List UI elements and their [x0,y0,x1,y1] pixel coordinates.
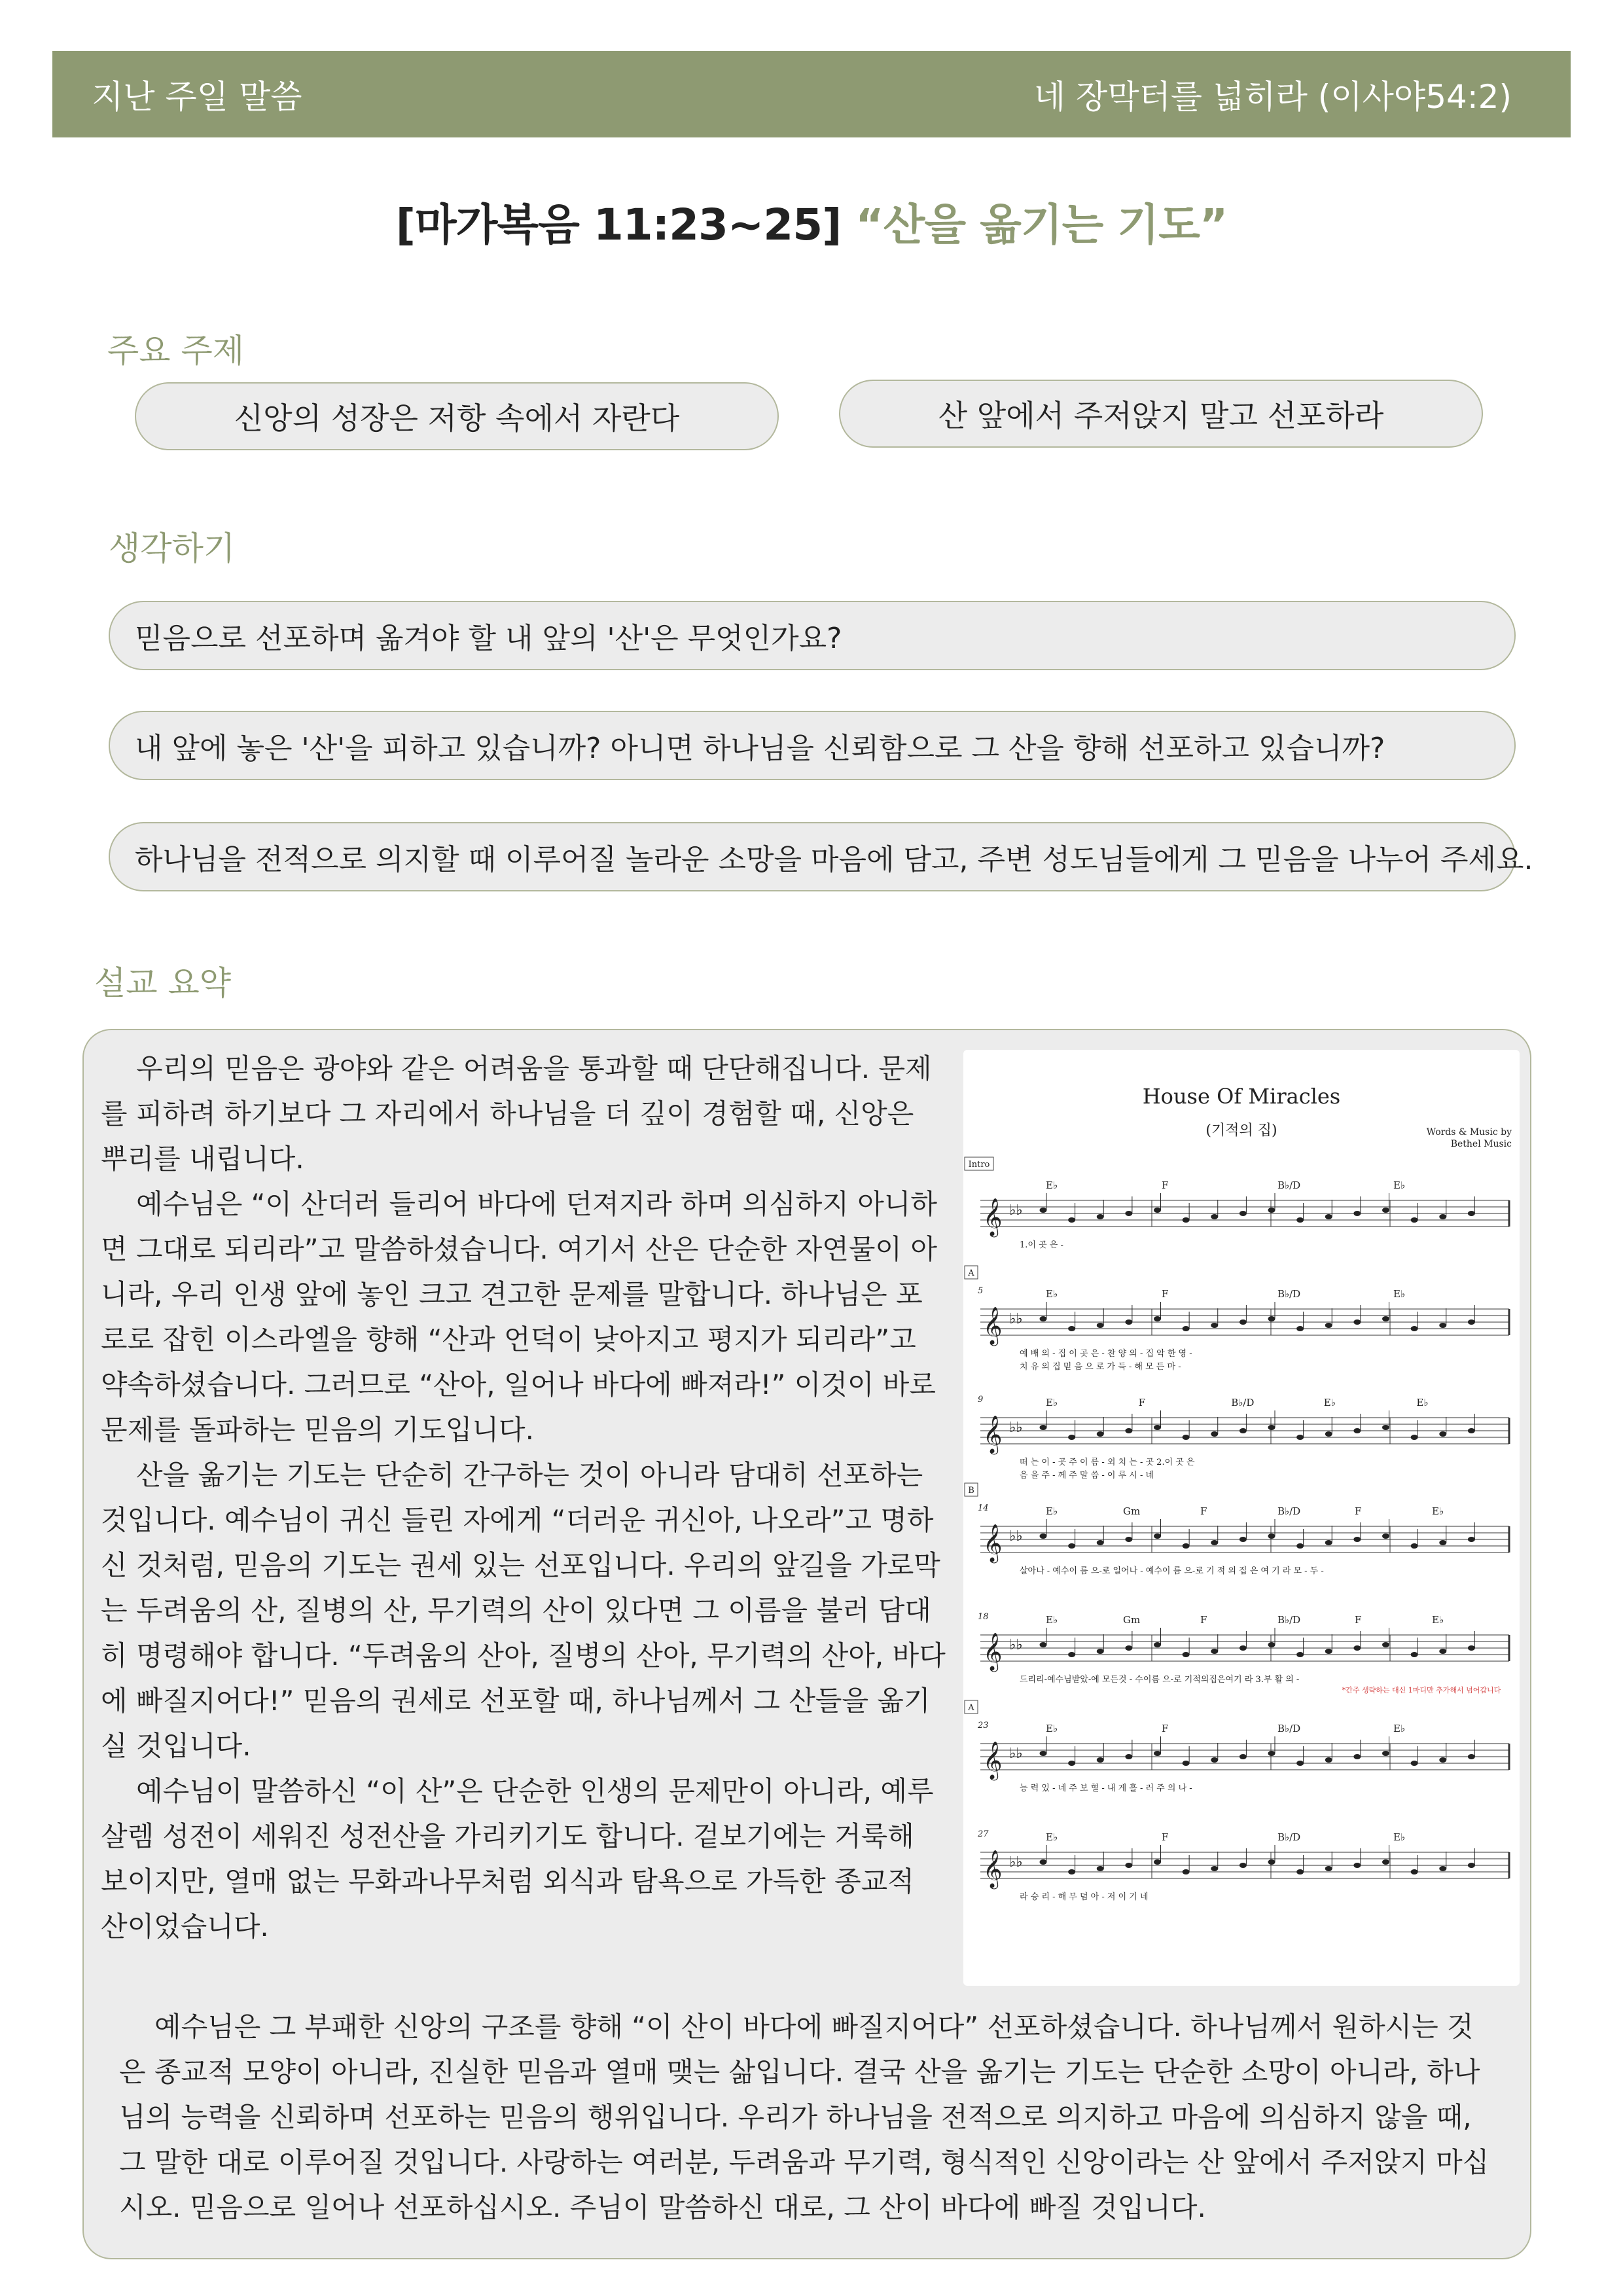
note-head [1296,1543,1304,1549]
note-head [1068,1326,1075,1331]
note-head [1211,1431,1218,1437]
note-head [1183,1217,1190,1223]
note-head [1382,1751,1389,1756]
note-head [1468,1863,1475,1868]
note-head [1382,1208,1389,1213]
note-head [1211,1866,1218,1871]
lyric-line: 살아나 - 예수이 름 으-로 일어나 - 예수이 름 으-로 기 적 의 집 은 여 기 라 모 - 두 - [1020,1566,1324,1576]
summary-paragraph-1: 우리의 믿음은 광야와 같은 어려움을 통과할 때 단단해집니다. 문제를 피하려 하기보다 그 자리에서 하나님을 더 깊이 경험할 때, 신앙은 뿌리를 내립니다. [101,1052,932,1175]
note-head [1125,1645,1132,1651]
note-head [1240,1754,1247,1759]
lyric-line: 능 력 있 - 네 주 보 혈 - 내 게 흘 - 러 주 의 나 - [1020,1784,1192,1793]
note-head [1068,1869,1075,1874]
chord-symbol: F [1162,1831,1169,1843]
chord-symbol: B♭/D [1231,1397,1255,1408]
summary-paragraph-2: 예수님은 “이 산더러 들리어 바다에 던져지라 하며 의심하지 아니하면 그대로 되리라”고 말씀하셨습니다. 여기서 산은 단순한 자연물이 아니라, 우리 인생 앞에 놓인 크고 견고한 문제를 말합니다. 하나님은 포로로 잡힌 이스라엘을 향해 “산과 언덕이 낮아지고 평지가 되리라”고 약속하셨습니다. 그러므로 “산아, 일어나 바다에 빠져라!” 이것이 바로 문제를 돌파하는 믿음의 기도입니다. [101,1188,938,1446]
note-head [1097,1323,1104,1328]
chord-symbol: B♭/D [1277,1723,1301,1734]
chord-symbol: F [1162,1288,1169,1300]
note-head [1211,1649,1218,1654]
sheet-music-image [963,1050,1520,1986]
question-3-text: 하나님을 전적으로 의지할 때 이루어질 놀라운 소망을 마음에 담고, 주변 성도님들에게 그 믿음을 나누어 주세요. [135,843,1533,876]
note-head [1154,1859,1161,1865]
theme-pill-2-label: 산 앞에서 주저앉지 말고 선포하라 [938,398,1384,433]
note-head [1183,1761,1190,1766]
chord-symbol: Gm [1123,1505,1141,1517]
note-head [1468,1211,1475,1216]
note-head [1439,1214,1446,1219]
chord-symbol: E♭ [1046,1505,1058,1517]
key-signature: ♭♭ [1009,1528,1023,1545]
chord-symbol: E♭ [1323,1397,1336,1408]
note-head [1296,1217,1304,1223]
chord-symbol: B♭/D [1277,1505,1301,1517]
note-head [1183,1543,1190,1549]
chord-symbol: B♭/D [1277,1614,1301,1626]
chord-symbol: F [1355,1614,1362,1626]
summary-closing-paragraph: 예수님은 그 부패한 신앙의 구조를 향해 “이 산이 바다에 빠질지어다” 선포하셨습니다. 하나님께서 원하시는 것은 종교적 모양이 아니라, 진실한 믿음과 열매 맺는 삶입니다. 결국 산을 옮기는 기도는 단순한 소망이 아니라, 하나님의 능력을 신뢰하며 선포하는 믿음의 행위입니다. 우리가 하나님을 전적으로 의지하고 마음에 의심하지 않을 때, 그 말한 대로 이루어질 것입니다. 사랑하는 여러분, 두려움과 무기력, 형식적인 신앙이라는 산 앞에서 주저앉지 마십시오. 믿음으로 일어나 선포하십시오. 주님이 말씀하신 대로, 그 산이 바다에 빠질 것입니다. [119,2011,1489,2223]
measure-number: 18 [978,1612,989,1622]
note-head [1240,1537,1247,1542]
note-head [1268,1859,1275,1865]
note-head [1353,1537,1361,1542]
scripture-reference: [마가복음 11:23~25] [395,200,842,250]
note-head [1411,1869,1418,1874]
header-left-label: 지난 주일 말씀 [92,78,302,116]
note-head [1183,1435,1190,1440]
note-head [1097,1866,1104,1871]
note-head [1125,1863,1132,1868]
rehearsal-mark: Intro [968,1160,990,1170]
note-head [1411,1435,1418,1440]
lyric-line: 드리리-예수님받았-에 모든것 - 수이름 으-로 기적의집은여기 라 3.부 활 의 - [1020,1675,1300,1685]
sheet-subtitle: (기적의 집) [1205,1122,1277,1139]
note-head [1296,1435,1304,1440]
note-head [1211,1323,1218,1328]
note-head [1411,1652,1418,1657]
note-head [1268,1316,1275,1321]
chord-symbol: E♭ [1432,1614,1444,1626]
treble-clef: 𝄞 [983,1850,1003,1888]
note-head [1040,1642,1047,1647]
note-head [1439,1431,1446,1437]
note-head [1296,1652,1304,1657]
question-2-text: 내 앞에 놓은 '산'을 피하고 있습니까? 아니면 하나님을 신뢰함으로 그 산을 향해 선포하고 있습니까? [135,732,1385,765]
chord-symbol: E♭ [1393,1288,1406,1300]
chord-symbol: E♭ [1046,1831,1058,1843]
note-head [1097,1649,1104,1654]
note-head [1154,1316,1161,1321]
note-head [1268,1534,1275,1539]
lyric-line: 떠 는 이 - 곳 주 이 름 - 외 치 는 - 곳 2.이 곳 은 [1020,1458,1195,1467]
note-head [1097,1540,1104,1545]
page-title [0,190,1623,252]
note-head [1125,1537,1132,1542]
note-head [1068,1761,1075,1766]
note-head [1411,1543,1418,1549]
note-head [1382,1642,1389,1647]
note-head [1325,1757,1332,1763]
note-head [1040,1316,1047,1321]
chord-symbol: E♭ [1046,1179,1058,1191]
note-head [1325,1431,1332,1437]
note-head [1325,1649,1332,1654]
chord-symbol: F [1138,1397,1146,1408]
note-head [1296,1869,1304,1874]
treble-clef: 𝄞 [983,1306,1003,1344]
note-head [1382,1534,1389,1539]
note-head [1439,1649,1446,1654]
key-signature: ♭♭ [1009,1420,1023,1436]
note-head [1325,1214,1332,1219]
note-head [1211,1214,1218,1219]
treble-clef: 𝄞 [983,1415,1003,1453]
note-head [1240,1863,1247,1868]
summary-closing [119,2004,1500,2230]
lyric-line: 1.이 곳 은 - [1020,1240,1063,1250]
note-head [1211,1757,1218,1763]
note-head [1240,1645,1247,1651]
sheet-credit-line-2: Bethel Music [1450,1139,1512,1149]
rehearsal-mark: B [968,1486,974,1496]
key-signature: ♭♭ [1009,1746,1023,1762]
summary-heading: 설교 요약 [94,964,232,1002]
note-head [1325,1866,1332,1871]
chord-symbol: B♭/D [1277,1831,1301,1843]
key-signature: ♭♭ [1009,1854,1023,1871]
lyric-line: 예 배 의 - 집 이 곳 은 - 찬 양 의 - 집 악 한 영 - [1020,1349,1192,1359]
note-head [1211,1540,1218,1545]
note-head [1411,1761,1418,1766]
chord-symbol: E♭ [1046,1288,1058,1300]
lyric-line: 치 유 의 집 믿 음 으 로 가 득 - 해 모 든 마 - [1020,1362,1181,1372]
note-head [1382,1425,1389,1430]
note-head [1040,1534,1047,1539]
chord-symbol: B♭/D [1277,1179,1301,1191]
note-head [1154,1642,1161,1647]
note-head [1068,1217,1075,1223]
chord-symbol: E♭ [1046,1723,1058,1734]
sheet-title: House Of Miracles [1142,1084,1341,1109]
measure-number: 27 [978,1829,989,1839]
chord-symbol: E♭ [1393,1831,1406,1843]
note-head [1154,1534,1161,1539]
treble-clef: 𝄞 [983,1524,1003,1562]
note-head [1468,1645,1475,1651]
note-head [1040,1425,1047,1430]
note-head [1240,1428,1247,1433]
summary-text-column [101,1046,946,1949]
summary-box [82,1029,1531,2259]
rehearsal-mark: A [968,1703,974,1713]
sermon-title: “산을 옮기는 기도” [855,200,1228,250]
lyric-line: 음 을 주 - 께 주 말 씀 - 이 루 시 - 네 [1020,1471,1154,1480]
summary-paragraph-3: 산을 옮기는 기도는 단순히 간구하는 것이 아니라 담대히 선포하는 것입니다. 예수님이 귀신 들린 자에게 “더러운 귀신아, 나오라”고 명하신 것처럼, 믿음의 기도는 권세 있는 선포입니다. 우리의 앞길을 가로막는 두려움의 산, 질병의 산, 무기력의 산이 있다면 그 이름을 불러 담대히 명령해야 합니다. “두려움의 산아, 질병의 산아, 무기력의 산아, 바다에 빠질지어다!” 믿음의 권세로 선포할 때, 하나님께서 그 산들을 옮기실 것입니다. [101,1459,946,1762]
note-head [1183,1326,1190,1331]
note-head [1040,1751,1047,1756]
note-head [1468,1428,1475,1433]
rehearsal-mark: A [968,1268,974,1278]
note-head [1353,1645,1361,1651]
note-head [1296,1761,1304,1766]
note-head [1068,1435,1075,1440]
note-head [1382,1316,1389,1321]
note-head [1353,1863,1361,1868]
chord-symbol: F [1162,1723,1169,1734]
chord-symbol: B♭/D [1277,1288,1301,1300]
note-head [1268,1642,1275,1647]
header-bar [52,51,1571,137]
treble-clef: 𝄞 [983,1198,1003,1236]
summary-paragraph-4: 예수님이 말씀하신 “이 산”은 단순한 인생의 문제만이 아니라, 예루살렘 성전이 세워진 성전산을 가리키기도 합니다. 겉보기에는 거룩해 보이지만, 열매 없는 무화과나무처럼 외식과 탐욕으로 가득한 종교적 산이었습니다. [101,1775,934,1943]
measure-number: 9 [978,1395,984,1405]
chord-symbol: F [1200,1614,1207,1626]
note-head [1439,1540,1446,1545]
note-head [1154,1425,1161,1430]
measure-number: 14 [978,1503,989,1513]
note-head [1296,1326,1304,1331]
note-head [1468,1537,1475,1542]
question-pill-3 [109,822,1533,891]
note-head [1183,1652,1190,1657]
chord-symbol: E♭ [1046,1614,1058,1626]
treble-clef: 𝄞 [983,1632,1003,1670]
question-1-text: 믿음으로 선포하며 옮겨야 할 내 앞의 '산'은 무엇인가요? [135,622,842,655]
measure-number: 23 [978,1721,989,1731]
chord-symbol: F [1162,1179,1169,1191]
question-pill-1 [109,601,1516,670]
themes-heading: 주요 주제 [107,332,245,370]
note-head [1439,1866,1446,1871]
chord-symbol: E♭ [1432,1505,1444,1517]
note-head [1125,1319,1132,1325]
performance-note: *간주 생략하는 대신 1마디만 추가해서 넘어갑니다 [1342,1686,1501,1695]
note-head [1353,1428,1361,1433]
lyric-line: 라 승 리 - 해 무 덤 아 - 저 이 기 네 [1020,1892,1149,1902]
note-head [1353,1211,1361,1216]
chord-symbol: Gm [1123,1614,1141,1626]
note-head [1468,1754,1475,1759]
key-signature: ♭♭ [1009,1202,1023,1219]
note-head [1468,1319,1475,1325]
note-head [1040,1859,1047,1865]
chord-symbol: E♭ [1416,1397,1429,1408]
note-head [1154,1751,1161,1756]
note-head [1097,1431,1104,1437]
note-head [1411,1217,1418,1223]
note-head [1154,1208,1161,1213]
note-head [1068,1543,1075,1549]
note-head [1353,1319,1361,1325]
note-head [1125,1211,1132,1216]
note-head [1439,1757,1446,1763]
note-head [1382,1859,1389,1865]
key-signature: ♭♭ [1009,1637,1023,1653]
sheet-music-score [963,1050,1520,1986]
note-head [1240,1211,1247,1216]
note-head [1097,1214,1104,1219]
note-head [1097,1757,1104,1763]
note-head [1240,1319,1247,1325]
note-head [1125,1754,1132,1759]
chord-symbol: F [1200,1505,1207,1517]
chord-symbol: E♭ [1393,1723,1406,1734]
chord-symbol: E♭ [1046,1397,1058,1408]
note-head [1125,1428,1132,1433]
key-signature: ♭♭ [1009,1311,1023,1327]
note-head [1353,1754,1361,1759]
treble-clef: 𝄞 [983,1741,1003,1779]
chord-symbol: F [1355,1505,1362,1517]
note-head [1040,1208,1047,1213]
chord-symbol: E♭ [1393,1179,1406,1191]
question-pill-2 [109,711,1516,780]
note-head [1325,1540,1332,1545]
note-head [1068,1652,1075,1657]
header-right-label: 네 장막터를 넓히라 (이사야54:2) [1033,78,1512,116]
sheet-credit-line-1: Words & Music by [1426,1127,1512,1138]
note-head [1268,1208,1275,1213]
note-head [1411,1326,1418,1331]
reflection-heading: 생각하기 [109,529,236,567]
theme-pill-1 [135,382,779,450]
note-head [1325,1323,1332,1328]
note-head [1183,1869,1190,1874]
theme-pill-1-label: 신앙의 성장은 저항 속에서 자란다 [234,401,680,436]
measure-number: 5 [978,1286,984,1296]
note-head [1439,1323,1446,1328]
note-head [1268,1751,1275,1756]
theme-pill-2 [839,380,1483,448]
note-head [1268,1425,1275,1430]
